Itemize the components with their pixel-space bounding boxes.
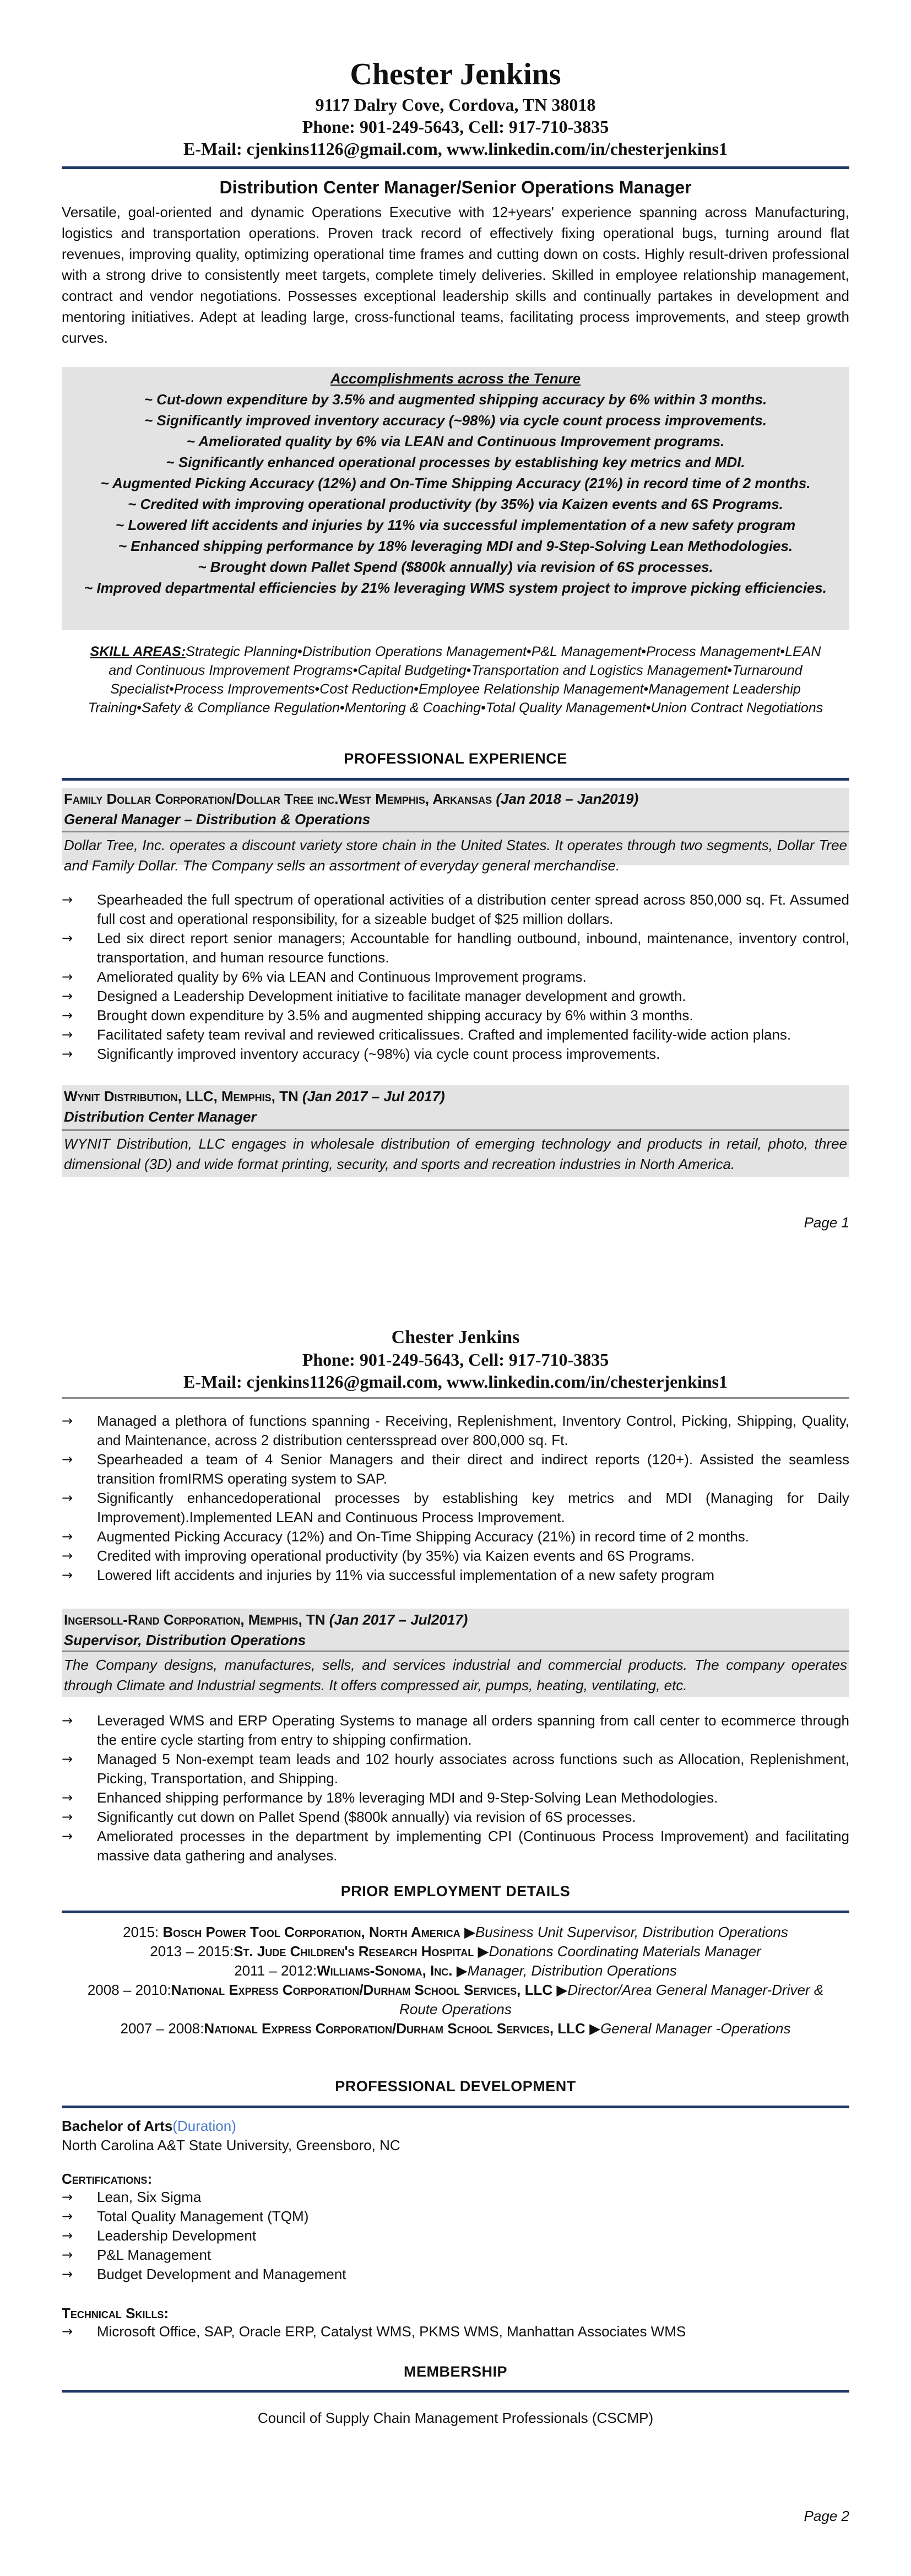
certification-bullet-text: Lean, Six Sigma: [97, 2189, 202, 2205]
job-2-bullet-text: Credited with improving operational productivity (by 35%) via Kaizen events and 6S Programs.: [97, 1547, 695, 1564]
job-3-bullet-text: Enhanced shipping performance by 18% leveraging MDI and 9-Step-Solving Lean Methodologies.: [97, 1789, 718, 1806]
page-number-2: Page 2: [804, 2508, 849, 2524]
job-3-description: The Company designs, manufactures, sells, and services industrial and commercial products. The company operates through Climate and Industrial segments. It offers compressed air, pumps, heating, ventilating, etc.: [64, 1657, 847, 1693]
skill-item: Distribution Operations Management: [302, 644, 527, 659]
job-1-bullet: [62, 1045, 849, 1064]
job-2-bullet-text: Augmented Picking Accuracy (12%) and On-Time Shipping Accuracy (21%) in record time of 2 months.: [97, 1528, 750, 1545]
membership-item: Council of Supply Chain Management Professionals (CSCMP): [257, 2410, 654, 2426]
job-3-bullets: [62, 1711, 849, 1865]
degree-duration: (Duration): [172, 2118, 236, 2134]
job-2-bullet-text: Lowered lift accidents and injuries by 11% via successful implementation of a new safety program: [97, 1567, 714, 1583]
job-1-role: General Manager – Distribution & Operations: [64, 811, 371, 827]
header-block-2: [62, 1327, 849, 1393]
job-1-company: Family Dollar Corporation/Dollar Tree inc.West Memphis, Arkansas: [64, 791, 492, 807]
prior-company: National Express Corporation/Durham School Services, LLC: [204, 2020, 585, 2037]
skill-bullet: •: [646, 700, 651, 716]
job-2-dates: (Jan 2017 – Jul 2017): [302, 1088, 445, 1105]
phone: Phone: 901-249-5643, Cell: 917-710-3835: [302, 117, 609, 137]
job-3-bullet: [62, 1750, 849, 1788]
job-2-bullet: [62, 1411, 849, 1450]
skill-item: Union Contract Negotiations: [650, 700, 823, 716]
header-rule-2: [62, 1397, 849, 1399]
job-3-bullet: [62, 1807, 849, 1827]
page-number-1: Page 1: [804, 1214, 849, 1231]
skill-areas: [62, 642, 849, 717]
certification-bullet-text: P&L Management: [97, 2247, 212, 2263]
job-3-bullet-text: Leveraged WMS and ERP Operating Systems to manage all orders spanning from call center to ecommerce through the entire cycle starting from entry to shipping confirmation.: [97, 1712, 849, 1748]
skill-bullet: •: [297, 644, 302, 659]
arrow-icon: →: [62, 2247, 73, 2263]
section-development: PROFESSIONAL DEVELOPMENT: [335, 2078, 576, 2095]
job-2-company: Wynit Distribution, LLC, Memphis, TN: [64, 1088, 299, 1105]
job-3-company: Ingersoll-Rand Corporation, Memphis, TN: [64, 1611, 326, 1628]
arrow-icon: →: [62, 1046, 73, 1062]
job-1-bullets: [62, 890, 849, 1064]
job-2-bullet: [62, 1546, 849, 1566]
prior-marker-icon: ▶: [552, 1982, 568, 1998]
prior-marker-icon: ▶: [474, 1943, 489, 1960]
prior-company: Bosch Power Tool Corporation, North America: [162, 1924, 460, 1940]
prior-years: 2008 – 2010:: [87, 1982, 171, 1998]
skill-bullet: •: [727, 663, 733, 678]
arrow-icon: →: [62, 1828, 73, 1844]
job-3-bullet: [62, 1827, 849, 1865]
section-prior: PRIOR EMPLOYMENT DETAILS: [340, 1883, 571, 1899]
accomplishment-item: ~ Enhanced shipping performance by 18% leveraging MDI and 9-Step-Solving Lean Methodologies.: [118, 538, 793, 554]
job-1-bullet: [62, 1025, 849, 1045]
section-experience: PROFESSIONAL EXPERIENCE: [344, 750, 567, 767]
job-3-rule: [62, 1650, 849, 1652]
job-2-bullet: [62, 1450, 849, 1489]
arrow-icon: →: [62, 1751, 73, 1767]
accomplishment-item: ~ Credited with improving operational productivity (by 35%) via Kaizen events and 6S Programs.: [128, 496, 783, 512]
skills-list: [88, 644, 823, 716]
job-1-rule: [62, 831, 849, 832]
arrow-icon: →: [62, 1567, 73, 1583]
skill-bullet: •: [414, 681, 419, 697]
prior-employment-item: [84, 1942, 827, 1961]
job-2-role: Distribution Center Manager: [64, 1108, 257, 1125]
prior-years: 2013 – 2015:: [150, 1943, 234, 1960]
job-1-bullet: [62, 1006, 849, 1025]
development-rule: [62, 2106, 849, 2108]
prior-role: Director/Area General Manager-Driver & Route Operations: [399, 1982, 824, 2017]
skill-bullet: •: [481, 700, 486, 716]
job-2-bullet: [62, 1489, 849, 1527]
skill-item: Process Improvements: [173, 681, 315, 697]
certifications-block: [62, 2171, 849, 2284]
arrow-icon: →: [62, 969, 73, 984]
arrow-icon: →: [62, 1008, 73, 1023]
prior-employment-item: [84, 1961, 827, 1980]
prior-employment-item: [84, 2019, 827, 2038]
job-1-bullet-text: Designed a Leadership Development initiative to facilitate manager development and growth.: [97, 988, 686, 1004]
school: North Carolina A&T State University, Greensboro, NC: [62, 2137, 400, 2153]
prior-role: Manager, Distribution Operations: [467, 1962, 677, 1979]
prior-years: 2015:: [123, 1924, 163, 1940]
accomplishment-item: ~ Improved departmental efficiencies by 21% leveraging WMS system project to improve picking efficiencies.: [84, 580, 827, 596]
skill-item: Strategic Planning: [186, 644, 298, 659]
prior-company: St. Jude Children's Research Hospital: [234, 1943, 474, 1960]
certifications-list: [62, 2188, 849, 2284]
job-3-role: Supervisor, Distribution Operations: [64, 1632, 306, 1648]
technical-skill-bullet: [62, 2322, 849, 2341]
accomplishments-title: Accomplishments across the Tenure: [330, 370, 581, 387]
prior-marker-icon: ▶: [452, 1962, 468, 1979]
skill-item: Transportation and Logistics Management: [471, 663, 728, 678]
prior-years: 2007 – 2008:: [120, 2020, 204, 2037]
arrow-icon: →: [62, 1452, 73, 1467]
arrow-icon: →: [62, 2189, 73, 2205]
skill-item: Employee Relationship Management: [418, 681, 644, 697]
prior-role: General Manager -Operations: [600, 2020, 791, 2037]
arrow-icon: →: [62, 1529, 73, 1544]
job-2-description: WYNIT Distribution, LLC engages in wholesale distribution of emerging technology and products in retail, photo, three dimensional (3D) and wide format printing, security, and sports and recreation industries in North America.: [64, 1135, 847, 1172]
arrow-icon: →: [62, 1027, 73, 1042]
certification-bullet-text: Leadership Development: [97, 2227, 257, 2244]
skill-item: Capital Budgeting: [357, 663, 467, 678]
certification-bullet: [62, 2188, 849, 2207]
skill-item: Process Management: [646, 644, 780, 659]
section-membership: MEMBERSHIP: [403, 2363, 507, 2380]
address: 9117 Dalry Cove, Cordova, TN 38018: [315, 95, 596, 115]
prior-company: Williams-Sonoma, Inc.: [317, 1962, 453, 1979]
technical-skills-block: [62, 2305, 849, 2341]
arrow-icon: →: [62, 1490, 73, 1506]
arrow-icon: →: [62, 2228, 73, 2243]
job-1-bullet-text: Ameliorated quality by 6% via LEAN and Continuous Improvement programs.: [97, 968, 587, 985]
job-1-bullet: [62, 987, 849, 1006]
experience-rule: [62, 778, 849, 781]
accomplishments-list: [84, 389, 827, 598]
accomplishment-item: ~ Augmented Picking Accuracy (12%) and On-Time Shipping Accuracy (21%) in record time of 2 months.: [100, 475, 811, 491]
job-3-dates: (Jan 2017 – Jul2017): [329, 1611, 468, 1628]
candidate-name: Chester Jenkins: [350, 57, 561, 91]
job-2-bullet-text: Spearheaded a team of 4 Senior Managers and their direct and indirect reports (120+). Assisted the seamless transition fromIRMS operating system to SAP.: [97, 1451, 849, 1487]
prior-role: Business Unit Supervisor, Distribution Operations: [475, 1924, 788, 1940]
prior-employment-item: [84, 1923, 827, 1942]
arrow-icon: →: [62, 892, 73, 907]
certification-bullet-text: Total Quality Management (TQM): [97, 2208, 309, 2225]
job-1-bullet-text: Brought down expenditure by 3.5% and augmented shipping accuracy by 6% within 3 months.: [97, 1007, 693, 1024]
skill-item: LEAN and Continuous Improvement Programs: [109, 644, 821, 678]
accomplishment-item: ~ Significantly improved inventory accuracy (~98%) via cycle count process improvements.: [144, 412, 767, 429]
accomplishment-item: ~ Ameliorated quality by 6% via LEAN and Continuous Improvement programs.: [186, 433, 725, 450]
job-2-bullets: [62, 1411, 849, 1585]
prior-employment-item: [84, 1980, 827, 2019]
job-3-bullet: [62, 1711, 849, 1750]
job-1-bullet: [62, 929, 849, 967]
skill-item: Safety & Compliance Regulation: [142, 700, 340, 716]
prior-years: 2011 – 2012:: [234, 1962, 317, 1979]
certification-bullet: [62, 2245, 849, 2265]
skill-bullet: •: [780, 644, 785, 659]
certification-bullet: [62, 2226, 849, 2245]
prior-rule: [62, 1911, 849, 1913]
job-1-bullet-text: Significantly improved inventory accuracy (~98%) via cycle count process improvements.: [97, 1046, 660, 1062]
skill-bullet: •: [169, 681, 174, 697]
arrow-icon: →: [62, 2209, 73, 2224]
job-3-bullet-text: Managed 5 Non-exempt team leads and 102 hourly associates across functions such as Allocation, Replenishment, Picking, Transportation, and Shipping.: [97, 1751, 849, 1787]
arrow-icon: →: [62, 988, 73, 1004]
skill-item: Management Leadership Training: [88, 681, 801, 716]
candidate-name-2: Chester Jenkins: [391, 1327, 520, 1347]
email: E-Mail: cjenkins1126@gmail.com, www.linkedin.com/in/chesterjenkins1: [183, 139, 728, 159]
phone-2: Phone: 901-249-5643, Cell: 917-710-3835: [302, 1350, 609, 1370]
arrow-icon: →: [62, 930, 73, 946]
skill-bullet: •: [526, 644, 532, 659]
job-1-bullet-text: Facilitated safety team revival and reviewed criticalissues. Crafted and implemented facility-wide action plans.: [97, 1026, 791, 1043]
job-1-bullet: [62, 890, 849, 929]
skill-areas-label: SKILL AREAS:: [90, 644, 186, 659]
certification-bullet: [62, 2265, 849, 2284]
job-2-bullet: [62, 1566, 849, 1585]
email-2: E-Mail: cjenkins1126@gmail.com, www.linkedin.com/in/chesterjenkins1: [183, 1372, 728, 1392]
skill-item: Mentoring & Coaching: [344, 700, 481, 716]
job-1-dates: (Jan 2018 – Jan2019): [496, 791, 639, 807]
job-1-bullet: [62, 967, 849, 987]
resume-page-2: [0, 1289, 911, 2576]
job-2-bullet: [62, 1527, 849, 1546]
header-block: [62, 57, 849, 160]
certifications-label: Certifications:: [62, 2171, 153, 2187]
skill-bullet: •: [314, 681, 320, 697]
technical-skills-label: Technical Skills:: [62, 2305, 169, 2321]
skill-bullet: •: [643, 681, 649, 697]
accomplishment-item: ~ Significantly enhanced operational processes by establishing key metrics and MDI.: [166, 454, 745, 470]
skill-item: Total Quality Management: [485, 700, 646, 716]
technical-skills-list: [62, 2322, 849, 2341]
accomplishment-item: ~ Cut-down expenditure by 3.5% and augmented shipping accuracy by 6% within 3 months.: [144, 391, 767, 408]
education-block: [62, 2117, 849, 2155]
job-1-bullet-text: Spearheaded the full spectrum of operational activities of a distribution center spread across 850,000 sq. Ft. Assumed full cost and operational responsibility, for a sizeable budget of $25 million dollars.: [97, 891, 849, 927]
arrow-icon: →: [62, 1713, 73, 1728]
technical-skill-bullet-text: Microsoft Office, SAP, Oracle ERP, Catalyst WMS, PKMS WMS, Manhattan Associates WMS: [97, 2323, 686, 2340]
job-1-bullet-text: Led six direct report senior managers; Accountable for handling outbound, inbound, maintenance, inventory control, transportation, and human resource functions.: [97, 930, 849, 966]
summary: Versatile, goal-oriented and dynamic Operations Executive with 12+years' experience spanning across Manufacturing, logistics and transportation operations. Proven track record of effectively fixing operational bugs, turning around flat revenues, improving quality, optimizing operational time frames and cutting down on costs. Highly result-driven professional with a strong drive to consistently meet targets, complete timely deliveries. Skilled in employee relationship management, contract and vendor negotiations. Possesses exceptional leadership skills and continually partakes in development and mentoring initiatives. Adept at leading large, cross-functional teams, facilitating process improvements, and steep growth curves.: [62, 204, 849, 346]
skill-bullet: •: [339, 700, 345, 716]
prior-marker-icon: ▶: [585, 2020, 601, 2037]
prior-company: National Express Corporation/Durham School Services, LLC: [171, 1982, 553, 1998]
prior-marker-icon: ▶: [460, 1924, 475, 1940]
certification-bullet: [62, 2207, 849, 2226]
headline: Distribution Center Manager/Senior Operations Manager: [219, 177, 692, 197]
job-3-bullet-text: Ameliorated processes in the department by implementing CPI (Continuous Process Improvement) and facilitating massive data gathering and analyses.: [97, 1828, 849, 1864]
job-2-bullet-text: Significantly enhancedoperational processes by establishing key metrics and MDI (Managing for Daily Improvement).Implemented LEAN and Continuous Process Improvement.: [97, 1490, 849, 1525]
skill-bullet: •: [353, 663, 358, 678]
arrow-icon: →: [62, 1809, 73, 1825]
accomplishments-box: [62, 367, 849, 630]
arrow-icon: →: [62, 1790, 73, 1805]
certification-bullet-text: Budget Development and Management: [97, 2266, 346, 2282]
accomplishment-item: ~ Lowered lift accidents and injuries by 11% via successful implementation of a new safety program: [115, 517, 796, 533]
arrow-icon: →: [62, 2266, 73, 2282]
skill-item: Turnaround Specialist: [110, 663, 802, 697]
arrow-icon: →: [62, 2324, 73, 2339]
job-1-description: Dollar Tree, Inc. operates a discount variety store chain in the United States. It operates through two segments, Dollar Tree and Family Dollar. The Company sells an assortment of everyday general merchandise.: [64, 837, 847, 874]
accomplishment-item: ~ Brought down Pallet Spend ($800k annually) via revision of 6S processes.: [198, 559, 713, 575]
skill-item: Cost Reduction: [319, 681, 414, 697]
membership-rule: [62, 2390, 849, 2393]
job-3-bullet: [62, 1788, 849, 1807]
prior-employment-list: [62, 1923, 849, 2038]
job-2-rule: [62, 1129, 849, 1131]
job-2-bullet-text: Managed a plethora of functions spanning - Receiving, Replenishment, Inventory Control, Picking, Shipping, Quality, and Maintenance, across 2 distribution centersspread over 800,000 sq. Ft.: [97, 1413, 849, 1448]
header-rule: [62, 166, 849, 169]
arrow-icon: →: [62, 1413, 73, 1428]
degree: Bachelor of Arts: [62, 2118, 173, 2134]
job-3-bullet-text: Significantly cut down on Pallet Spend ($800k annually) via revision of 6S processes.: [97, 1809, 636, 1825]
arrow-icon: →: [62, 1548, 73, 1563]
skill-bullet: •: [466, 663, 471, 678]
skill-bullet: •: [641, 644, 647, 659]
skill-bullet: •: [137, 700, 142, 716]
skill-item: P&L Management: [531, 644, 642, 659]
prior-role: Donations Coordinating Materials Manager: [489, 1943, 761, 1960]
